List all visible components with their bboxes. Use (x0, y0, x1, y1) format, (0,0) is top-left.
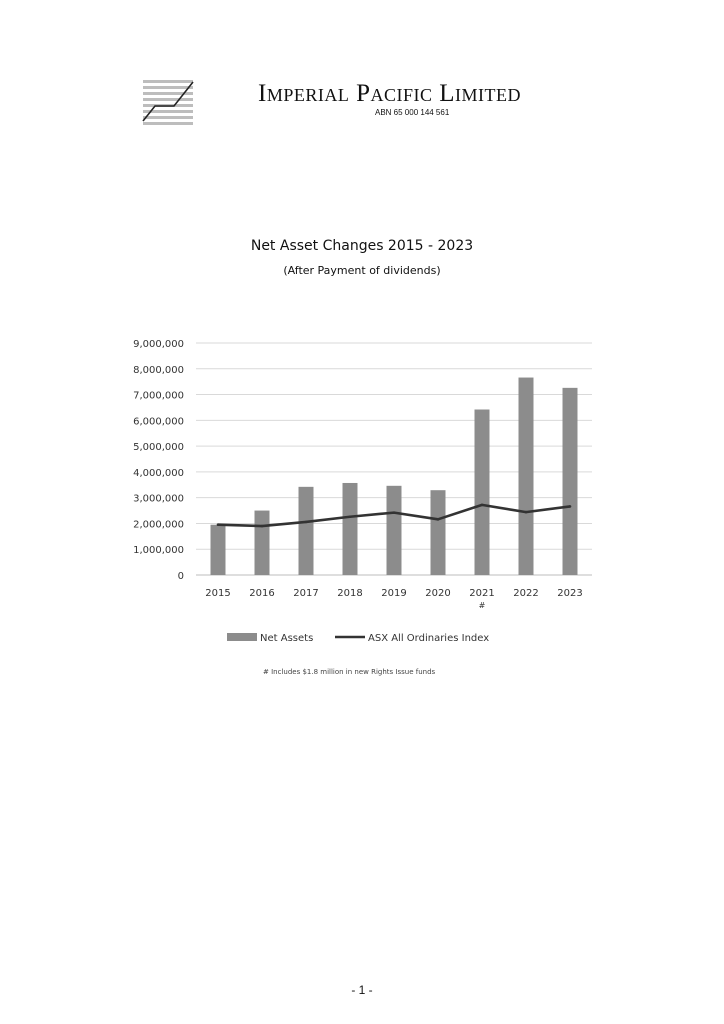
point-asx-all-ordinaries (569, 505, 572, 508)
y-tick-label: 7,000,000 (133, 390, 184, 402)
legend-label-asx-index: ASX All Ordinaries Index (368, 633, 490, 644)
chart-title: Net Asset Changes 2015 - 2023 (250, 238, 474, 254)
y-tick-label: 6,000,000 (133, 416, 184, 428)
y-tick-label: 3,000,000 (133, 493, 184, 505)
legend-swatch-net-assets (227, 633, 257, 641)
point-asx-all-ordinaries (305, 521, 308, 524)
page-number: - 1 - (351, 983, 373, 997)
x-tick-label: 2023 (557, 588, 583, 599)
x-tick-note: # (478, 601, 486, 610)
point-asx-all-ordinaries (525, 511, 528, 514)
bar-net-assets (431, 490, 446, 575)
bar-net-assets (299, 487, 314, 575)
bar-net-assets (519, 378, 534, 575)
abn-number: ABN 65 000 144 561 (375, 108, 450, 117)
point-asx-all-ordinaries (393, 511, 396, 514)
bar-net-assets (255, 511, 270, 575)
chart-footnote: # Includes $1.8 million in new Rights Issue funds (263, 668, 436, 676)
y-tick-label: 5,000,000 (133, 442, 184, 454)
x-tick-label: 2017 (293, 588, 319, 599)
point-asx-all-ordinaries (217, 523, 220, 526)
bar-net-assets (211, 525, 226, 575)
x-tick-label: 2019 (381, 588, 407, 599)
point-asx-all-ordinaries (261, 525, 264, 528)
legend-label-net-assets: Net Assets (260, 633, 314, 644)
y-tick-label: 9,000,000 (133, 339, 184, 350)
y-tick-label: 0 (177, 571, 184, 582)
company-name: Imperial Pacific Limited (258, 80, 521, 107)
x-tick-label: 2015 (205, 588, 231, 599)
x-tick-label: 2016 (249, 588, 275, 599)
y-tick-label: 1,000,000 (133, 545, 184, 557)
point-asx-all-ordinaries (349, 515, 352, 518)
bar-net-assets (343, 483, 358, 575)
x-tick-label: 2018 (337, 588, 363, 599)
x-tick-label: 2020 (425, 588, 451, 599)
point-asx-all-ordinaries (481, 504, 484, 507)
point-asx-all-ordinaries (437, 518, 440, 521)
y-tick-label: 8,000,000 (133, 364, 184, 376)
x-tick-label: 2022 (513, 588, 539, 599)
y-tick-label: 4,000,000 (133, 467, 184, 479)
chart-subtitle: (After Payment of dividends) (283, 264, 441, 277)
bar-net-assets (563, 388, 578, 575)
bar-net-assets (387, 486, 402, 575)
y-tick-label: 2,000,000 (133, 519, 184, 531)
bar-net-assets (475, 410, 490, 575)
x-tick-label: 2021 (469, 588, 495, 599)
